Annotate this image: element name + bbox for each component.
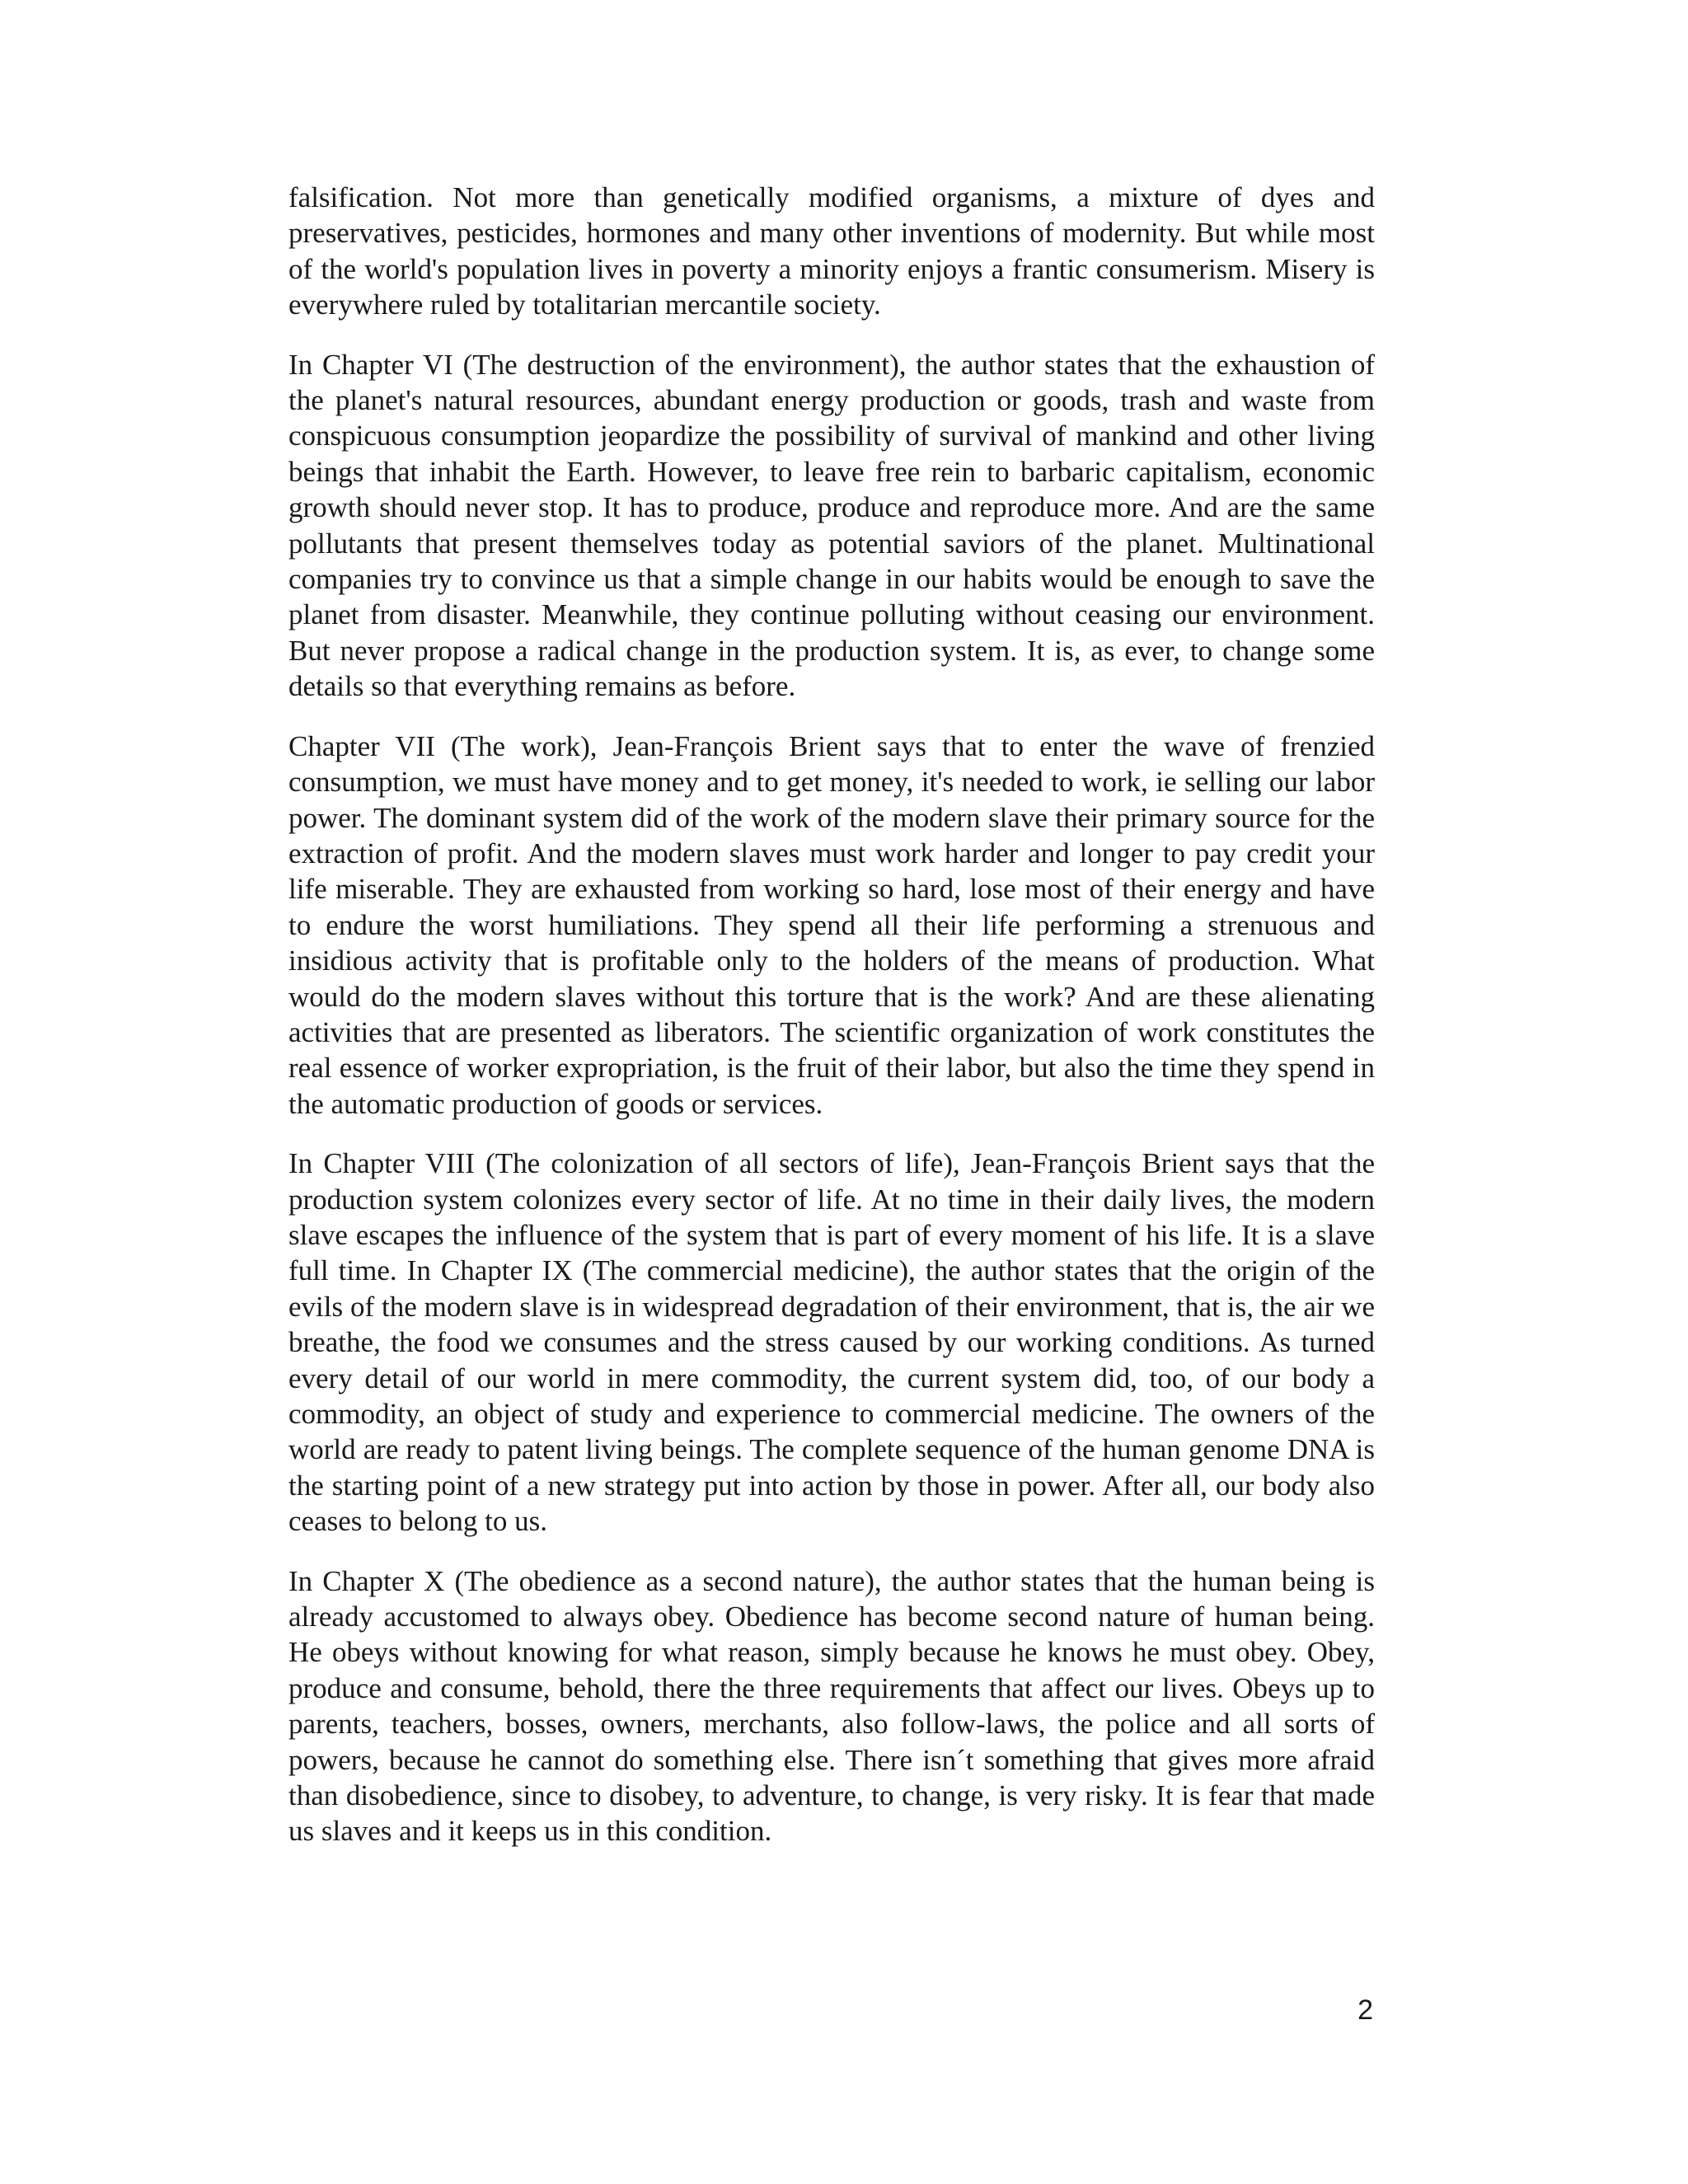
- paragraph-5: In Chapter X (The obedience as a second nature), the author states that the human being is already accustomed to always obey. Obedience has become second nature of human being. He obeys without knowing for what reason, simply because he knows he must obey. Obey, produce and consume, behold, there the three requirements that affect our lives. Obeys up to parents, teachers, bosses, owners, merchants, also follow-laws, the police and all sorts of powers, because he cannot do something else. There isn´t something that gives more afraid than disobedience, since to disobey, to adventure, to change, is very risky. It is fear that made us slaves and it keeps us in this condition.: [288, 1564, 1375, 1848]
- page-number: 2: [1357, 1994, 1373, 2026]
- body-text: [288, 180, 1375, 1849]
- paragraph-1: falsification. Not more than genetically modified organisms, a mixture of dyes and preservatives, pesticides, hormones and many other inventions of modernity. But while most of the world's population lives in poverty a minority enjoys a frantic consumerism. Misery is everywhere ruled by totalitarian mercantile society.: [288, 181, 1375, 321]
- paragraph-2: In Chapter VI (The destruction of the environment), the author states that the exhaustion of the planet's natural resources, abundant energy production or goods, trash and waste from conspicuous consumption jeopardize the possibility of survival of mankind and other living beings that inhabit the Earth. However, to leave free rein to barbaric capitalism, economic growth should never stop. It has to produce, produce and reproduce more. And are the same pollutants that present themselves today as potential saviors of the planet. Multinational companies try to convince us that a simple change in our habits would be enough to save the planet from disaster. Meanwhile, they continue polluting without ceasing our environment. But never propose a radical change in the production system. It is, as ever, to change some details so that everything remains as before.: [288, 348, 1375, 703]
- paragraph-3: Chapter VII (The work), Jean-François Brient says that to enter the wave of frenzied consumption, we must have money and to get money, it's needed to work, ie selling our labor power. The dominant system did of the work of the modern slave their primary source for the extraction of profit. And the modern slaves must work harder and longer to pay credit your life miserable. They are exhausted from working so hard, lose most of their energy and have to endure the worst humiliations. They spend all their life performing a strenuous and insidious activity that is profitable only to the holders of the means of production. What would do the modern slaves without this torture that is the work? And are these alienating activities that are presented as liberators. The scientific organization of work constitutes the real essence of worker expropriation, is the fruit of their labor, but also the time they spend in the automatic production of goods or services.: [288, 729, 1375, 1120]
- paragraph-4: In Chapter VIII (The colonization of all sectors of life), Jean-François Brient says that the production system colonizes every sector of life. At no time in their daily lives, the modern slave escapes the influence of the system that is part of every moment of his life. It is a slave full time. In Chapter IX (The commercial medicine), the author states that the origin of the evils of the modern slave is in widespread degradation of their environment, that is, the air we breathe, the food we consumes and the stress caused by our working conditions. As turned every detail of our world in mere commodity, the current system did, too, of our body a commodity, an object of study and experience to commercial medicine. The owners of the world are ready to patent living beings. The complete sequence of the human genome DNA is the starting point of a new strategy put into action by those in power. After all, our body also ceases to belong to us.: [288, 1147, 1375, 1538]
